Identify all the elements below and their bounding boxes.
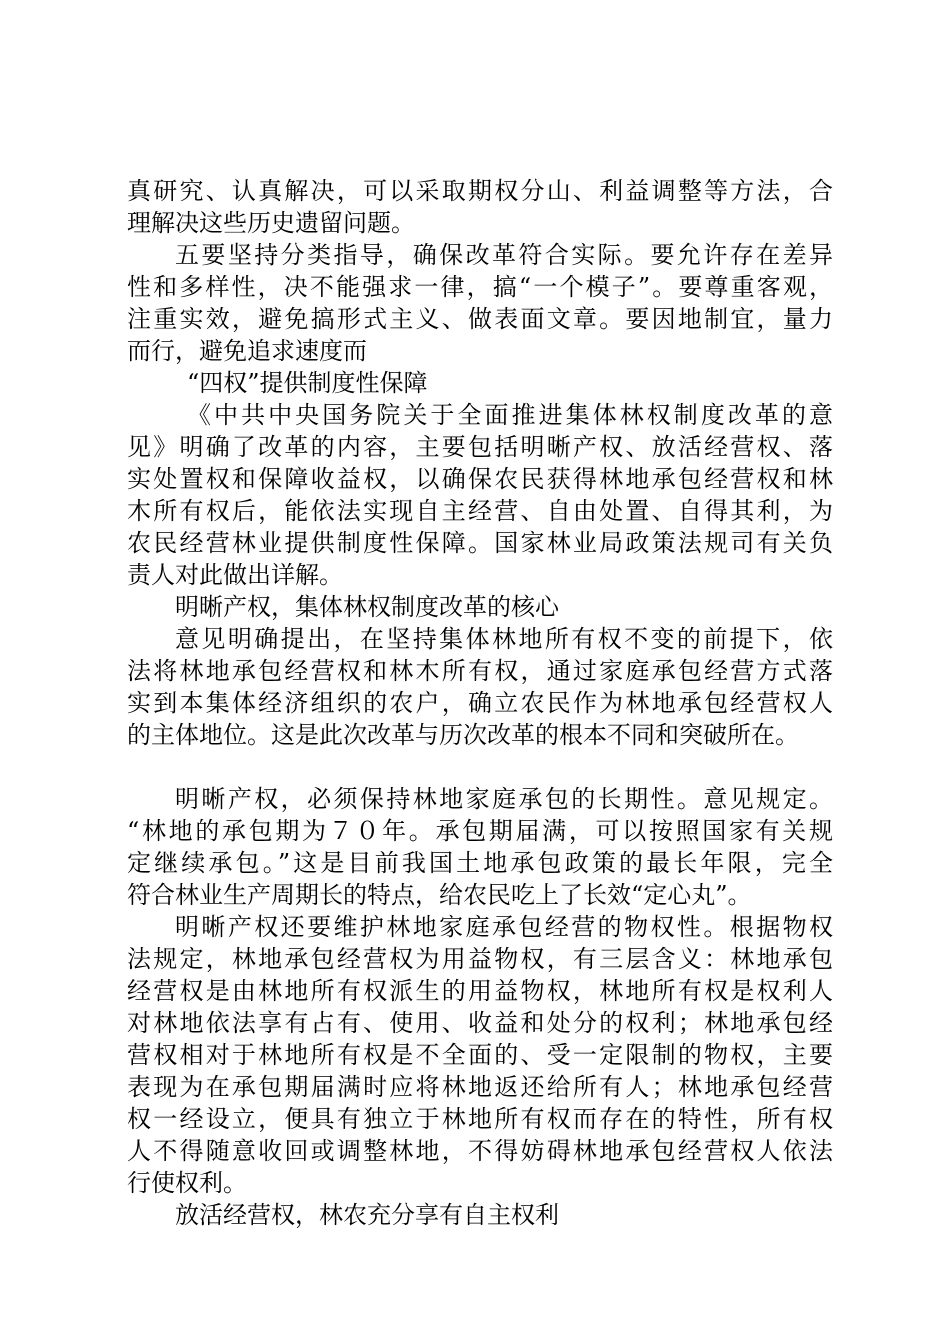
paragraph — [127, 239, 833, 367]
text-line: 五要坚持分类指导，确保改革符合实际。要允许存在差异 — [175, 241, 833, 269]
document-page — [127, 175, 833, 1231]
text-line: 明晰产权，集体林权制度改革的核心 — [175, 593, 559, 621]
paragraph — [127, 591, 833, 623]
text-line: 农民经营林业提供制度性保障。国家林业局政策法规司有关负 — [127, 529, 833, 557]
paragraph — [127, 783, 833, 911]
text-line: “四权”提供制度性保障 — [187, 369, 428, 397]
paragraph — [127, 175, 833, 239]
text-line: 符合林业生产周期长的特点，给农民吃上了长效“定心丸”。 — [127, 881, 752, 909]
text-line: “林地的承包期为７０年。承包期届满，可以按照国家有关规 — [127, 817, 833, 845]
text-line: 法将林地承包经营权和林木所有权，通过家庭承包经营方式落 — [127, 657, 833, 685]
text-line: 对林地依法享有占有、使用、收益和处分的权利；林地承包经 — [127, 1009, 833, 1037]
text-line: 经营权是由林地所有权派生的用益物权，林地所有权是权利人 — [127, 977, 833, 1005]
text-line: 实处置权和保障收益权，以确保农民获得林地承包经营权和林 — [127, 465, 833, 493]
text-line: 权一经设立，便具有独立于林地所有权而存在的特性，所有权 — [127, 1105, 833, 1133]
text-line: 而行，避免追求速度而 — [127, 337, 367, 365]
text-line: 明晰产权，必须保持林地家庭承包的长期性。意见规定。 — [175, 785, 833, 813]
paragraph — [127, 911, 833, 1199]
text-line: 见》明确了改革的内容，主要包括明晰产权、放活经营权、落 — [127, 433, 833, 461]
text-line: 明晰产权还要维护林地家庭承包经营的物权性。根据物权 — [175, 913, 833, 941]
text-line: 责人对此做出详解。 — [127, 561, 343, 589]
text-line: 表现为在承包期届满时应将林地返还给所有人；林地承包经营 — [127, 1073, 833, 1101]
paragraph — [127, 623, 833, 751]
text-line: 理解决这些历史遗留问题。 — [127, 209, 415, 237]
text-line: 木所有权后，能依法实现自主经营、自由处置、自得其利，为 — [127, 497, 833, 525]
text-line: 定继续承包。”这是目前我国土地承包政策的最长年限，完全 — [127, 849, 833, 877]
text-line: 性和多样性，决不能强求一律，搞“一个模子”。要尊重客观， — [127, 273, 833, 301]
text-line: 的主体地位。这是此次改革与历次改革的根本不同和突破所在。 — [127, 721, 799, 749]
text-line: 实到本集体经济组织的农户，确立农民作为林地承包经营权人 — [127, 689, 833, 717]
text-line: 《中共中央国务院关于全面推进集体林权制度改革的意 — [187, 401, 833, 429]
text-line: 意见明确提出，在坚持集体林地所有权不变的前提下，依 — [175, 625, 833, 653]
text-line: 法规定，林地承包经营权为用益物权，有三层含义：林地承包 — [127, 945, 833, 973]
text-line: 行使权利。 — [127, 1169, 247, 1197]
blank-line — [127, 751, 833, 783]
text-line: 人不得随意收回或调整林地，不得妨碍林地承包经营权人依法 — [127, 1137, 833, 1165]
paragraph — [127, 399, 833, 591]
text-line: 真研究、认真解决，可以采取期权分山、利益调整等方法，合 — [127, 177, 833, 205]
text-line: 营权相对于林地所有权是不全面的、受一定限制的物权，主要 — [127, 1041, 833, 1069]
paragraph — [127, 1199, 833, 1231]
paragraph — [127, 367, 833, 399]
text-line: 放活经营权，林农充分享有自主权利 — [175, 1201, 559, 1229]
text-line: 注重实效，避免搞形式主义、做表面文章。要因地制宜，量力 — [127, 305, 833, 333]
